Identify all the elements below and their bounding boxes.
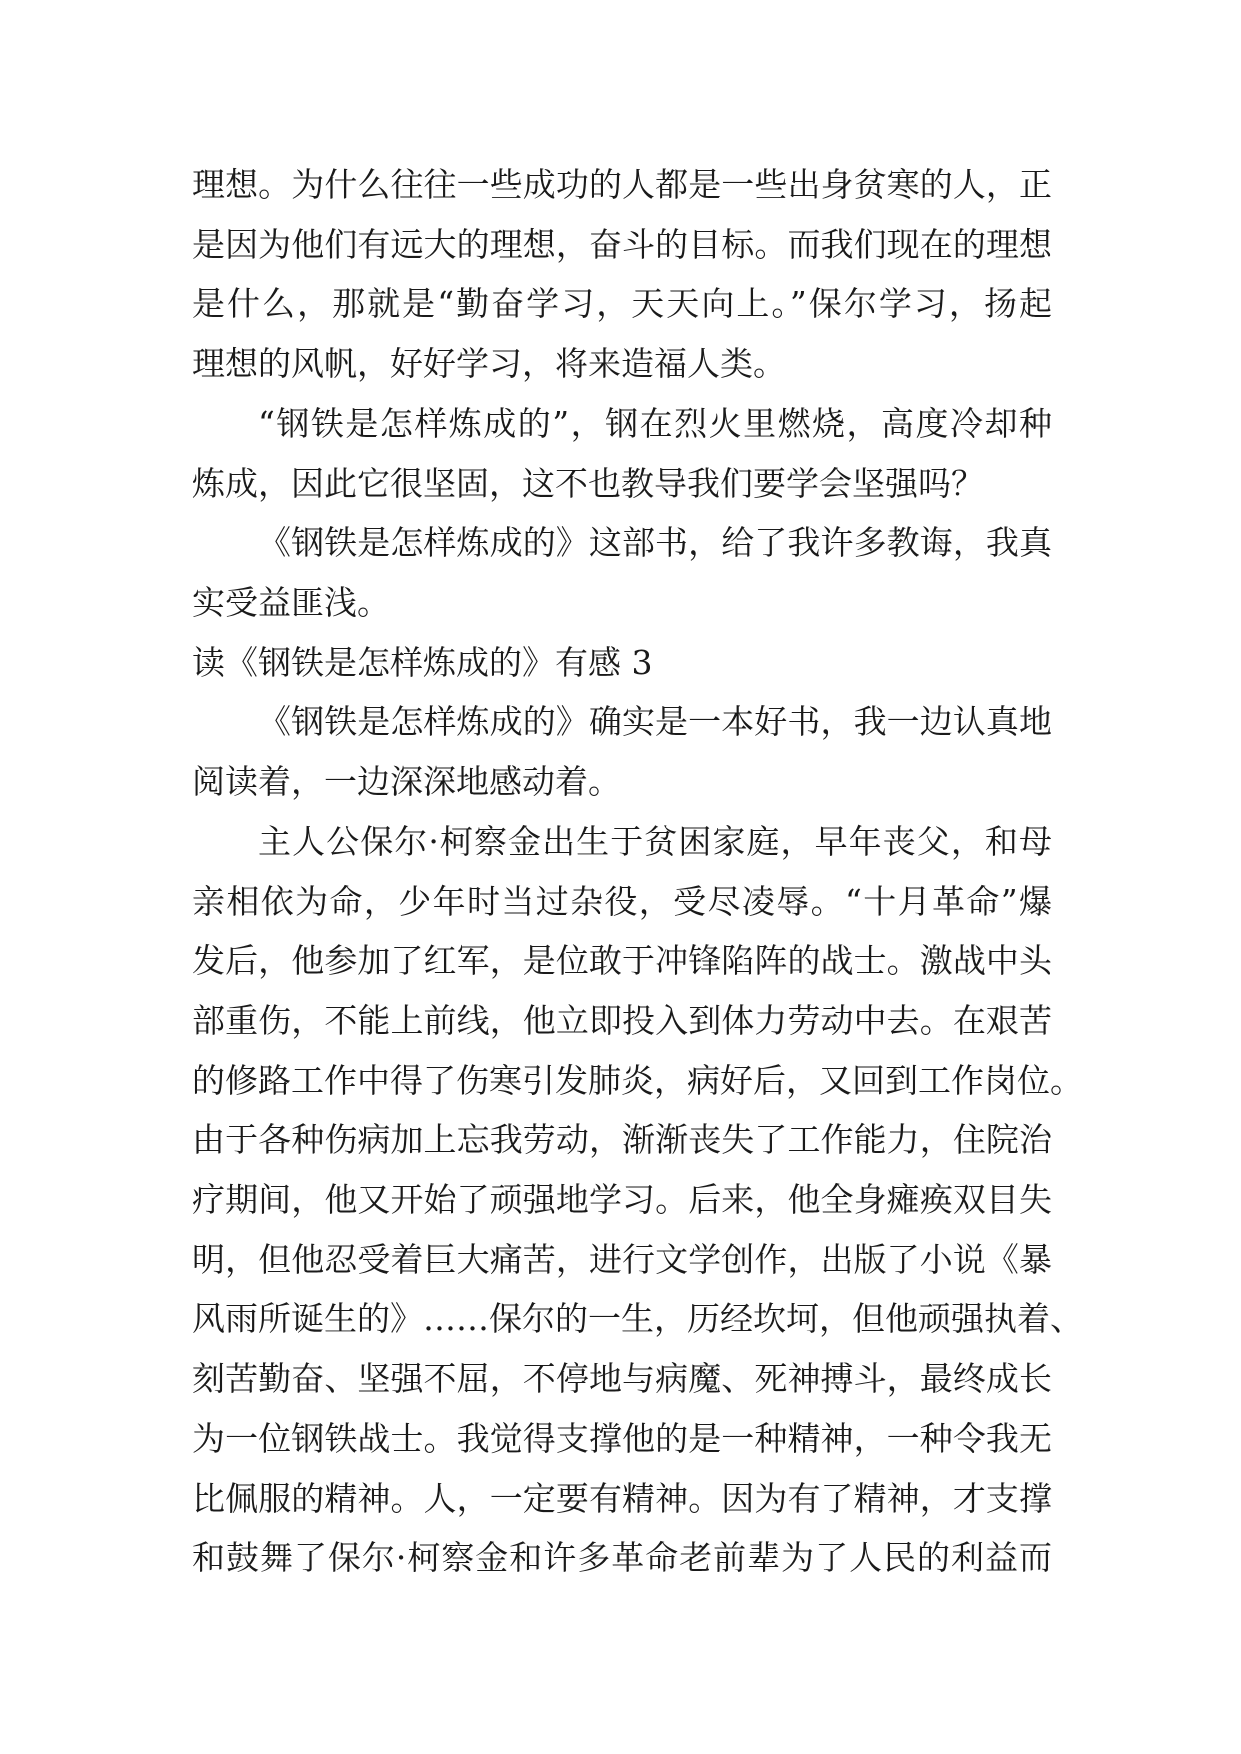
text-line: 理想的风帆，好好学习，将来造福人类。	[192, 344, 786, 383]
text-line: 明，但他忍受着巨大痛苦，进行文学创作，出版了小说《暴	[192, 1240, 1052, 1279]
paragraph-first-line: 《钢铁是怎样炼成的》这部书，给了我许多教诲，我真	[258, 523, 1052, 562]
section-heading: 读《钢铁是怎样炼成的》有感 3	[192, 643, 653, 682]
text-line: 炼成，因此它很坚固，这不也教导我们要学会坚强吗？	[192, 464, 984, 503]
text-line: 比佩服的精神。人，一定要有精神。因为有了精神，才支撑	[192, 1479, 1052, 1518]
text-line: 部重伤，不能上前线，他立即投入到体力劳动中去。在艰苦	[192, 1001, 1052, 1040]
paragraph-first-line: 主人公保尔·柯察金出生于贫困家庭，早年丧父，和母	[258, 822, 1052, 861]
text-line: 刻苦勤奋、坚强不屈，不停地与病魔、死神搏斗，最终成长	[192, 1359, 1052, 1398]
paragraph-first-line: “钢铁是怎样炼成的”，钢在烈火里燃烧，高度冷却种	[258, 404, 1052, 443]
text-line: 是什么，那就是“勤奋学习，天天向上。”保尔学习，扬起	[192, 284, 1052, 323]
text-line: 为一位钢铁战士。我觉得支撑他的是一种精神，一种令我无	[192, 1419, 1052, 1458]
text-line: 和鼓舞了保尔·柯察金和许多革命老前辈为了人民的利益而	[192, 1538, 1052, 1577]
text-line: 是因为他们有远大的理想，奋斗的目标。而我们现在的理想	[192, 225, 1052, 264]
text-line: 疗期间，他又开始了顽强地学习。后来，他全身瘫痪双目失	[192, 1180, 1052, 1219]
text-line: 的修路工作中得了伤寒引发肺炎，病好后，又回到工作岗位。	[192, 1061, 1083, 1100]
paragraph-first-line: 《钢铁是怎样炼成的》确实是一本好书，我一边认真地	[258, 702, 1052, 741]
text-line: 风雨所诞生的》……保尔的一生，历经坎坷，但他顽强执着、	[192, 1299, 1083, 1338]
text-line: 亲相依为命，少年时当过杂役，受尽凌辱。“十月革命”爆	[192, 882, 1052, 921]
text-line: 理想。为什么往往一些成功的人都是一些出身贫寒的人，正	[192, 165, 1052, 204]
text-line: 由于各种伤病加上忘我劳动，渐渐丧失了工作能力，住院治	[192, 1120, 1052, 1159]
text-line: 发后，他参加了红军，是位敢于冲锋陷阵的战士。激战中头	[192, 941, 1052, 980]
text-line: 阅读着，一边深深地感动着。	[192, 762, 621, 801]
text-line: 实受益匪浅。	[192, 583, 390, 622]
